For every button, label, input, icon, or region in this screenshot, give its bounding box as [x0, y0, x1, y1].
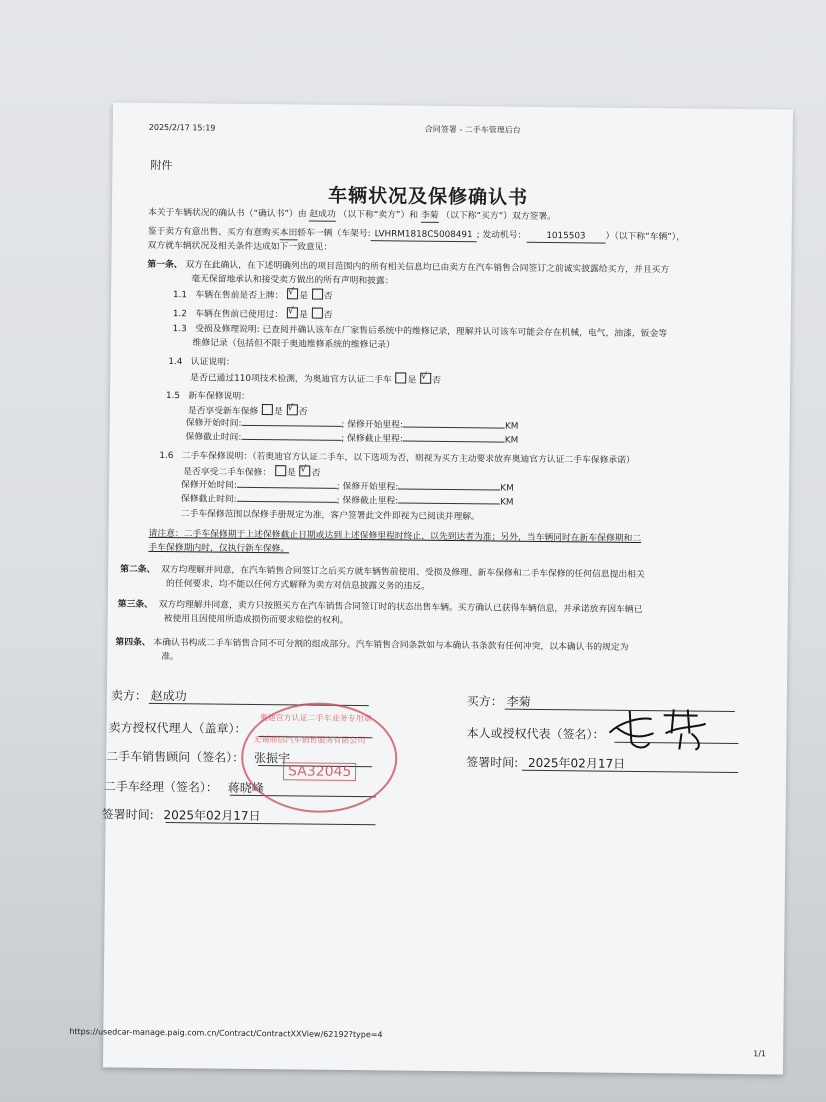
usedcar-warranty-scope: 二手车保修范围以保修手册规定为准，客户签署此文件即视为已阅读并理解。 — [180, 509, 480, 523]
note-line-1: 请注意：二手车保修期于上述保修截止日期或达到上述保修里程时终止，以先到达者为准；另外，当车辆同时在新车保修期和二 — [148, 528, 642, 545]
company-seal — [241, 702, 398, 814]
section-1-6: 1.6 二手车保修说明：（若奥迪官方认证二手车，以下选项为否，则视为买方主动要求放弃奥迪官方认证二手车保修承诺） — [159, 450, 635, 466]
section-1-4: 1.4 认证说明： — [168, 357, 235, 368]
intro-line-3: 双方就车辆状况及相关条件达成如下一致意见： — [147, 240, 333, 253]
checkbox-plated-no[interactable] — [312, 289, 323, 300]
document-title: 车辆状况及保修确认书 — [327, 184, 529, 209]
advisor-row: 二手车销售顾问（签名）： 张振宇 — [106, 749, 291, 766]
buyer-handwritten-signature — [601, 703, 722, 754]
print-header-title: 合同签署 - 二手车管理后台 — [424, 124, 521, 135]
article-3: 第三条、 双方均理解并同意，卖方只按照买方在汽车销售合同签订时的状态出售车辆。买方确认已获得车辆信息，并承诺放弃因车辆已 — [117, 599, 643, 616]
checkbox-usedcar-warranty-no[interactable] — [300, 465, 311, 476]
buyer-rep-row: 本人或授权代表（签名）： — [466, 726, 605, 742]
manager-value: 蒋晓峰 — [227, 780, 264, 796]
checkbox-newcar-warranty-yes[interactable] — [262, 404, 273, 415]
buyer-sign-row: 买方： 李菊 — [466, 694, 531, 709]
checkbox-used-yes[interactable] — [287, 307, 298, 318]
note-line-2: 手车保修期内时，仅执行新车保修。 — [148, 542, 290, 555]
seller-date-underline — [166, 822, 376, 825]
article-4: 第四条、 本确认书构成二手车销售合同不可分割的组成部分。汽车销售合同条款如与本确认书条款有任何冲突，以本确认书的规定为 — [115, 637, 629, 653]
buyer-date-row: 签署时间: 2025年02月17日 — [466, 755, 626, 771]
seal-code: SA32045 — [283, 762, 356, 781]
buyer-sign-value: 李菊 — [506, 694, 531, 709]
article-1-cont: 毫无保留地承认和接受卖方做出的所有声明和披露： — [191, 274, 394, 287]
article-2-cont: 的任何要求，均不能以任何方式解释为卖方对信息披露义务的违反。 — [165, 579, 430, 592]
section-1-3: 1.3 受损及修理说明: 已查阅并确认该车在厂家售后系统中的维修记录，理解并认可该车可能会存在机械，电气，油漆，钣金等 — [172, 324, 668, 340]
footer-url: https://usedcar-manage.paig.com.cn/Contract/ContractXXView/62192?type=4 — [69, 1027, 383, 1040]
checkbox-usedcar-warranty-yes[interactable] — [275, 465, 286, 476]
vin-inline: LVHRM1818C5008491 — [371, 228, 477, 242]
manager-row: 二手车经理（签名）： 蒋晓峰 — [103, 779, 264, 796]
seller-date-row: 签署时间: 2025年02月17日 — [101, 807, 261, 824]
buyer-name-inline: 李菊 — [420, 210, 439, 221]
article-2: 第二条、 双方均理解并同意，在汽车销售合同签订之后买方就车辆售前使用、受损及修理、新车保修和二手车保修的任何信息提出相关 — [120, 564, 645, 581]
checkbox-certified-yes[interactable] — [395, 372, 406, 383]
newcar-end-row: 保修截止时间: ; 保修截止里程: KM — [185, 432, 519, 446]
seal-arc-text: 奥迪官方认证二手车业务专用章 — [259, 713, 372, 724]
checkbox-used-no[interactable] — [312, 308, 323, 319]
seller-name-inline: 赵成功 — [309, 209, 336, 220]
section-1-5-question: 是否享受新车保修 是 √ 否 — [188, 403, 308, 418]
section-1-1: 1.1 车辆在售前是否上牌： √ 是 否 — [173, 287, 333, 303]
usedcar-end-row: 保修截止时间: ; 保修截止里程: KM — [180, 494, 514, 508]
footer-page-number: 1/1 — [753, 1049, 767, 1059]
section-1-2: 1.2 车辆在售前已使用过： √ 是 否 — [173, 306, 333, 322]
article-3-cont: 被使用且因使用所造成损伤而要求赔偿的权利。 — [163, 614, 349, 626]
article-1: 第一条、 双方在此确认，在下述明确列出的项目范围内的所有相关信息均已由卖方在汽车销售合同签订之前诚实披露给买方，并且买方 — [147, 259, 670, 276]
engine-inline: 1015503 — [526, 230, 605, 244]
seller-sign-row: 卖方： 赵成功 — [110, 688, 187, 704]
seller-agent-row: 卖方授权代理人（盖章）： — [108, 720, 247, 736]
buyer-date-value: 2025年02月17日 — [527, 755, 626, 771]
usedcar-start-row: 保修开始时间: ; 保修开始里程: KM — [181, 480, 514, 494]
article-4-cont: 准。 — [161, 652, 179, 663]
section-1-4-question: 是否已通过110项技术检测，为奥迪官方认证二手车 是 √ 否 — [190, 370, 441, 387]
checkbox-plated-yes[interactable] — [287, 288, 298, 299]
advisor-value: 张振宇 — [253, 750, 291, 766]
section-1-3-cont: 维修记录（包括但不限于奥迪维修系统的维修记录） — [192, 338, 395, 351]
brand-inline: 本田 — [279, 228, 298, 239]
intro-line-2: 鉴于卖方有意出售、买方有意购买本田轿车一辆（车架号: LVHRM1818C5008491 ; 发动机号： 1015503 ）（以下称“车辆”）， — [147, 226, 686, 243]
section-1-5: 1.5 新车保修说明： — [165, 391, 251, 402]
seal-company-name: 无锡鼎信汽车销售服务有限公司 — [253, 734, 366, 746]
section-1-6-question: 是否享受二手车保修： 是 √ 否 — [183, 464, 320, 479]
seller-date-value: 2025年02月17日 — [163, 808, 261, 824]
intro-line-1: 本关于车辆状况的确认书（“确认书”）由 赵成功 （以下称“卖方”）和 李菊 （以下称“买方”）双方签署。 — [147, 207, 557, 223]
document-sheet — [69, 102, 793, 1074]
checkbox-certified-no[interactable] — [420, 373, 431, 384]
checkbox-newcar-warranty-no[interactable] — [287, 404, 298, 415]
attachment-label: 附件 — [150, 158, 173, 173]
seller-sign-value: 赵成功 — [150, 688, 187, 704]
buyer-date-underline — [522, 770, 738, 773]
newcar-start-row: 保修开始时间: ; 保修开始里程: KM — [185, 418, 519, 432]
print-timestamp: 2025/2/17 15:19 — [148, 122, 216, 133]
